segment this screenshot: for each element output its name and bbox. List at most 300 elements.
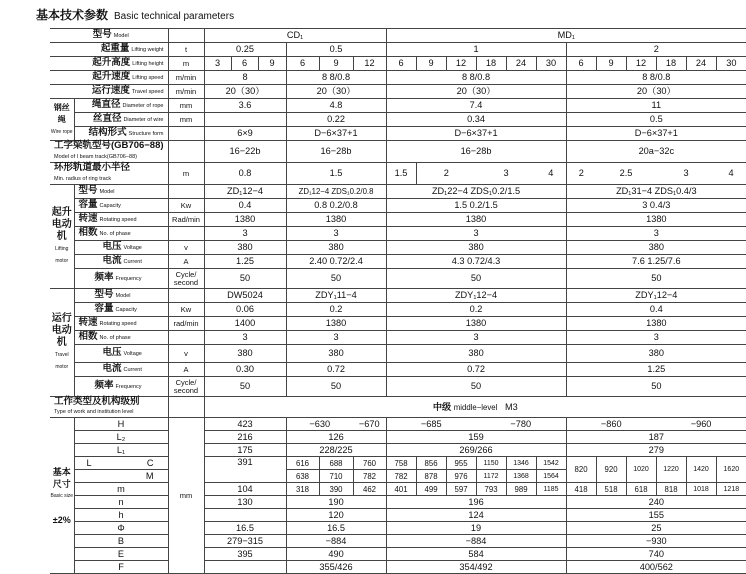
cell-travel_motor-phase-vals-0: 3 xyxy=(204,331,286,345)
cell-dims-E-vals-1: 490 xyxy=(286,548,386,561)
cell-dims-LM-vals-8: 1564 xyxy=(536,470,566,483)
cell-dims-m-vals-4: 401 xyxy=(386,483,416,496)
dim-F-row xyxy=(50,561,746,574)
cell-units-mm: mm xyxy=(168,113,204,127)
cd1-header: CD₁ xyxy=(204,29,386,43)
cell-dims-m-vals-0: 104 xyxy=(204,483,286,496)
cell-travel_motor-voltage-vals-3: 380 xyxy=(566,345,746,363)
cell-lift_motor-speed-en: Rotating speed xyxy=(99,217,137,223)
cell-dims-LC-vals-3: 760 xyxy=(353,457,386,470)
cell-rows-travel-cn: 运行速度 xyxy=(91,85,130,96)
cell-dims-E-vals-0: 395 xyxy=(204,548,286,561)
table-cell xyxy=(74,241,168,255)
cell-rows-speed-vals-2: 8 8/0.8 xyxy=(386,71,566,85)
cell-rows-rope_d-vals-1: 4.8 xyxy=(286,99,386,113)
travel-motor-frequency-row xyxy=(50,377,746,397)
cell-rows-height-vals-17: 30 xyxy=(716,57,746,71)
lift-motor-current-row xyxy=(50,255,746,269)
cell-rows-struct-vals-0: 6×9 xyxy=(204,127,286,141)
cell-dims-h-vals-2: 124 xyxy=(386,509,566,522)
cell-dims-L2-lab: L₂ xyxy=(74,431,168,444)
cell-rows-radius-vals-1: 1.5 xyxy=(286,163,386,185)
cell-dims-F-vals-0 xyxy=(204,561,286,574)
cell-rows-height-vals-11: 30 xyxy=(536,57,566,71)
cell-travel_motor-phase-en: No. of phase xyxy=(99,335,131,341)
cell-dims-B-lab: B xyxy=(74,535,168,548)
cell-dims-LC-vals-7: 1150 xyxy=(476,457,506,470)
cell-travel_motor-capacity-vals-2: 0.2 xyxy=(386,303,566,317)
travel-motor-capacity-row xyxy=(50,303,746,317)
table-cell xyxy=(74,185,168,199)
md1-header: MD₁ xyxy=(386,29,746,43)
cell-travel_motor-capacity-vals-1: 0.2 xyxy=(286,303,386,317)
cell-rows-wire_d-cn: 丝直径 xyxy=(92,113,122,124)
cell-dims-phi-lab: Φ xyxy=(74,522,168,535)
cell-units-radmin: Rad/min xyxy=(168,213,204,227)
cell-lift_motor-current-vals-3: 7.6 1.25/7.6 xyxy=(566,255,746,269)
cell-dims-m-vals-13: 818 xyxy=(656,483,686,496)
cell-rows-struct-vals-2: D−6×37+1 xyxy=(386,127,566,141)
cell-header-model_en: Model xyxy=(113,33,129,39)
cell-rows-speed-vals-0: 8 xyxy=(204,71,286,85)
lifting-weight-row xyxy=(50,43,746,57)
table-cell xyxy=(50,71,168,85)
cell-dims-L2-vals-2: 159 xyxy=(386,431,566,444)
cell-lift_motor-capacity-vals-3: 3 0.4/3 xyxy=(566,199,746,213)
table-cell xyxy=(74,199,168,213)
cell-rows-travel-vals-3: 20（30） xyxy=(566,85,746,99)
dim-L1-row xyxy=(50,444,746,457)
cell-rows-struct-vals-1: D−6×37+1 xyxy=(286,127,386,141)
cell-travel_motor-group_cn: 运行电动机 xyxy=(51,312,72,348)
cell-lift_motor-freq-vals-3: 50 xyxy=(566,269,746,289)
cell-dims-m-vals-14: 1018 xyxy=(686,483,716,496)
cell-dims-h-vals-1: 120 xyxy=(286,509,386,522)
cell-dims-LC-vals-9: 1542 xyxy=(536,457,566,470)
cell-dims-LC-vals-1: 616 xyxy=(286,457,319,470)
cell-units-nounit xyxy=(168,185,204,199)
lift-motor-phase-row xyxy=(50,227,746,241)
cell-rows-wire_d-en: Diameter of wire xyxy=(123,117,164,123)
cell-lift_motor-freq-vals-1: 50 xyxy=(286,269,386,289)
cell-rows-height-vals-7: 9 xyxy=(416,57,446,71)
cell-lift_motor-capacity-vals-1: 0.8 0.2/0.8 xyxy=(286,199,386,213)
cell-rows-speed-vals-3: 8 8/0.8 xyxy=(566,71,746,85)
cell-travel_motor-freq-en: Frequency xyxy=(115,384,142,390)
cell-rows-struct-cn: 结构形式 xyxy=(88,127,127,138)
cell-units-nounit xyxy=(168,127,204,141)
table-cell xyxy=(50,43,168,57)
cell-lift_motor-phase-vals-0: 3 xyxy=(204,227,286,241)
cell-lift_motor-model-cn: 型号 xyxy=(78,185,98,196)
table-cell xyxy=(74,99,168,113)
cell-dims-L_md1-3: 1220 xyxy=(656,457,686,483)
table-cell xyxy=(50,418,74,574)
cell-rows-rope_d-vals-0: 3.6 xyxy=(204,99,286,113)
cell-units-kw: Kw xyxy=(168,199,204,213)
cell-rows-travel-vals-0: 20（30） xyxy=(204,85,286,99)
cell-dims-H-vals-3: −685 xyxy=(386,418,476,431)
cell-dims-phi-vals-1: 16.5 xyxy=(286,522,386,535)
cell-dims-m-vals-8: 989 xyxy=(506,483,536,496)
cell-units-cycle: Cycle/ second xyxy=(168,377,204,397)
cell-rows-height-vals-16: 24 xyxy=(686,57,716,71)
cell-dims-H-vals-5: −860 xyxy=(566,418,656,431)
cell-dims-LM-vals-7: 1368 xyxy=(506,470,536,483)
cell-lift_motor-voltage-cn: 电压 xyxy=(102,241,122,252)
cell-travel_motor-voltage-cn: 电压 xyxy=(102,347,122,358)
cell-units-a: A xyxy=(168,255,204,269)
cell-rows-height-vals-15: 18 xyxy=(656,57,686,71)
cell-dims-L1-vals-1: 228/225 xyxy=(286,444,386,457)
table-cell xyxy=(50,289,74,397)
cell-units-nounit xyxy=(168,141,204,163)
cell-lift_motor-freq-vals-2: 50 xyxy=(386,269,566,289)
cell-units-v: v xyxy=(168,241,204,255)
cell-travel_motor-speed-cn: 转速 xyxy=(78,317,98,328)
cell-rows-height-vals-12: 6 xyxy=(566,57,596,71)
cell-lift_motor-phase-vals-1: 3 xyxy=(286,227,386,241)
cell-units-cycle: Cycle/ second xyxy=(168,269,204,289)
cell-dims-LM-vals-3: 782 xyxy=(386,470,416,483)
cell-travel_motor-model-en: Model xyxy=(115,293,131,299)
cell-dims-h-lab: h xyxy=(74,509,168,522)
cell-rows-beam-vals-1: 16−28b xyxy=(286,141,386,163)
cell-rows-wire_d-vals-1: 0.22 xyxy=(286,113,386,127)
cell-lift_motor-model-vals-1: ZD₁12−4 ZDS₁0.2/0.8 xyxy=(286,185,386,199)
cell-lift_motor-capacity-vals-0: 0.4 xyxy=(204,199,286,213)
cell-units-mmin: m/min xyxy=(168,71,204,85)
cell-units-mm: mm xyxy=(168,99,204,113)
cell-rows-travel-vals-1: 20（30） xyxy=(286,85,386,99)
cell-travel_motor-model-vals-0: DW5024 xyxy=(204,289,286,303)
cell-travel_motor-current-en: Current xyxy=(123,367,142,373)
cell-rows-beam-vals-3: 20a−32c xyxy=(566,141,746,163)
cell-rows-rope_d-en: Diameter of rope xyxy=(122,103,164,109)
travel-speed-row xyxy=(50,85,746,99)
cell-dims-LC-lab: C xyxy=(146,457,154,468)
cell-lift_motor-current-en: Current xyxy=(123,259,142,265)
lift-motor-voltage-row xyxy=(50,241,746,255)
cell-dims-F-lab: F xyxy=(74,561,168,574)
cell-dims-n-vals-3: 240 xyxy=(566,496,746,509)
cell-travel_motor-voltage-en: Voltage xyxy=(123,351,142,357)
cell-rows-speed-vals-1: 8 8/0.8 xyxy=(286,71,386,85)
cell-dims-m-vals-11: 518 xyxy=(596,483,626,496)
table-cell xyxy=(50,397,168,418)
cell-rows-struct-vals-3: D−6×37+1 xyxy=(566,127,746,141)
cell-rows-travel-en: Travel speed xyxy=(131,89,164,95)
cell-rows-height-vals-13: 9 xyxy=(596,57,626,71)
cell-rows-struct-en: Structure form xyxy=(128,131,164,137)
cell-lift_motor-speed-vals-1: 1380 xyxy=(286,213,386,227)
cell-travel_motor-speed-en: Rotating speed xyxy=(99,321,137,327)
cell-dims-H-vals-0: 423 xyxy=(204,418,286,431)
cell-dims-B-vals-1: −884 xyxy=(286,535,386,548)
cell-units-t: t xyxy=(168,43,204,57)
cell-dims-H-vals-2: −670 xyxy=(353,418,386,431)
table-cell xyxy=(74,331,168,345)
cell-units-m: m xyxy=(168,57,204,71)
cell-dims-E-vals-3: 740 xyxy=(566,548,746,561)
cell-dims-m-vals-15: 1218 xyxy=(716,483,746,496)
table-cell xyxy=(50,163,168,185)
cell-travel_motor-phase-vals-1: 3 xyxy=(286,331,386,345)
dim-E-row xyxy=(50,548,746,561)
cell-dims-LM-vals-1: 710 xyxy=(319,470,353,483)
cell-rows-radius-vals-7: 2.5 xyxy=(596,163,656,185)
cell-lift_motor-model-vals-0: ZD₁12−4 xyxy=(204,185,286,199)
cell-rows-height-vals-1: 6 xyxy=(231,57,258,71)
dim-h-row xyxy=(50,509,746,522)
cell-lift_motor-voltage-vals-0: 380 xyxy=(204,241,286,255)
cell-rows-speed-en: Lifting speed xyxy=(132,75,164,81)
cell-dims-m-vals-9: 1185 xyxy=(536,483,566,496)
cell-dims-H-vals-1: −630 xyxy=(286,418,353,431)
cell-travel_motor-current-vals-2: 0.72 xyxy=(386,363,566,377)
cell-dims-n-vals-1: 190 xyxy=(286,496,386,509)
table-cell xyxy=(74,113,168,127)
cell-rows-radius-vals-8: 3 xyxy=(656,163,716,185)
cell-lift_motor-freq-cn: 频率 xyxy=(94,272,114,283)
cell-dims-L1-vals-2: 269/266 xyxy=(386,444,566,457)
cell-dims-H-vals-4: −780 xyxy=(476,418,566,431)
table-cell xyxy=(50,185,74,289)
table-cell xyxy=(74,363,168,377)
model-row xyxy=(50,29,746,43)
table-cell xyxy=(50,141,168,163)
cell-travel_motor-capacity-en: Capacity xyxy=(115,307,137,313)
cell-dims-m-vals-7: 793 xyxy=(476,483,506,496)
cell-dims-m-vals-2: 390 xyxy=(319,483,353,496)
cell-dims-L1-lab: L₁ xyxy=(74,444,168,457)
cell-lift_motor-phase-en: No. of phase xyxy=(99,231,131,237)
lifting-height-row xyxy=(50,57,746,71)
cell-travel_motor-current-vals-3: 1.25 xyxy=(566,363,746,377)
cell-travel_motor-current-cn: 电流 xyxy=(102,363,122,374)
cell-lift_motor-capacity-vals-2: 1.5 0.2/1.5 xyxy=(386,199,566,213)
cell-lift_motor-group_en: Lifting motor xyxy=(55,245,69,264)
cell-dims-LC-vals-8: 1346 xyxy=(506,457,536,470)
cell-travel_motor-speed-vals-2: 1380 xyxy=(386,317,566,331)
cell-work_type-val_cn: 中级 xyxy=(432,401,452,412)
cell-dims-m-vals-1: 318 xyxy=(286,483,319,496)
cell-rows-radius-en: Min. radius of ring track xyxy=(54,176,112,182)
cell-travel_motor-phase-vals-3: 3 xyxy=(566,331,746,345)
dim-n-row xyxy=(50,496,746,509)
cell-travel_motor-model-vals-3: ZDY₁12−4 xyxy=(566,289,746,303)
cell-dims-LM-vals-2: 782 xyxy=(353,470,386,483)
cell-rows-height-vals-3: 6 xyxy=(286,57,319,71)
cell-travel_motor-capacity-vals-3: 0.4 xyxy=(566,303,746,317)
cell-units-radmin2: rad/min xyxy=(168,317,204,331)
cell-rows-weight-vals-3: 2 xyxy=(566,43,746,57)
work-type-value xyxy=(204,397,746,418)
cell-lift_motor-phase-cn: 相数 xyxy=(78,227,98,238)
cell-travel_motor-capacity-vals-0: 0.06 xyxy=(204,303,286,317)
cell-dims-phi-vals-0: 16.5 xyxy=(204,522,286,535)
cell-dims-LC-vals-5: 856 xyxy=(416,457,446,470)
cell-travel_motor-freq-vals-1: 50 xyxy=(286,377,386,397)
cell-dims-L1-vals-0: 175 xyxy=(204,444,286,457)
beam-track-row xyxy=(50,141,746,163)
cell-dims-n-vals-2: 196 xyxy=(386,496,566,509)
cell-travel_motor-speed-vals-3: 1380 xyxy=(566,317,746,331)
table-cell xyxy=(74,127,168,141)
table-cell xyxy=(50,29,168,43)
cell-units-v: v xyxy=(168,345,204,363)
cell-dims-L_md1-2: 1020 xyxy=(626,457,656,483)
cell-work_type-val_en: middle−level xyxy=(453,402,498,412)
cell-travel_motor-speed-vals-1: 1380 xyxy=(286,317,386,331)
table-cell xyxy=(74,457,168,470)
cell-rows-wire_d-vals-2: 0.34 xyxy=(386,113,566,127)
cell-units-mmin: m/min xyxy=(168,85,204,99)
cell-rows-travel-vals-2: 20（30） xyxy=(386,85,566,99)
cell-rows-height-en: Lifting height xyxy=(132,61,164,67)
cell-work_type-val_cls: M3 xyxy=(505,401,518,412)
cell-travel_motor-phase-cn: 相数 xyxy=(78,331,98,342)
cell-dims-L_md1-5: 1620 xyxy=(716,457,746,483)
table-cell xyxy=(74,317,168,331)
cell-lift_motor-speed-cn: 转速 xyxy=(78,213,98,224)
cell-rows-rope_d-cn: 绳直径 xyxy=(92,99,121,110)
cell-rows-radius-vals-5: 4 xyxy=(536,163,566,185)
cell-units-nounit xyxy=(168,227,204,241)
cell-lift_motor-model-en: Model xyxy=(99,189,115,195)
cell-rows-height-vals-4: 9 xyxy=(319,57,353,71)
cell-dims-L_md1-1: 920 xyxy=(596,457,626,483)
cell-dims-LM-vals-0: 638 xyxy=(286,470,319,483)
cell-lift_motor-freq-vals-0: 50 xyxy=(204,269,286,289)
cell-dims-n-vals-0: 130 xyxy=(204,496,286,509)
cell-header-model_cn: 型号 xyxy=(92,29,112,40)
cell-travel_motor-voltage-vals-1: 380 xyxy=(286,345,386,363)
table-cell xyxy=(50,85,168,99)
cell-travel_motor-speed-vals-0: 1400 xyxy=(204,317,286,331)
cell-dims-LM-vals-4: 878 xyxy=(416,470,446,483)
cell-dims-B-vals-0: 279−315 xyxy=(204,535,286,548)
cell-lift_motor-capacity-en: Capacity xyxy=(99,203,121,209)
cell-units-nounit xyxy=(168,331,204,345)
table-cell: 钢丝绳 Wire rope xyxy=(50,99,74,141)
cell-travel_motor-freq-cn: 频率 xyxy=(94,380,114,391)
dim-L2-row xyxy=(50,431,746,444)
cell-travel_motor-freq-vals-2: 50 xyxy=(386,377,566,397)
table-cell xyxy=(50,57,168,71)
cell-dims-m-vals-12: 618 xyxy=(626,483,656,496)
lift-motor-model-row xyxy=(50,185,746,199)
cell-travel_motor-model-cn: 型号 xyxy=(94,289,114,300)
cell-dims-n-lab: n xyxy=(74,496,168,509)
cell-dims-h-vals-0 xyxy=(204,509,286,522)
cell-lift_motor-phase-vals-3: 3 xyxy=(566,227,746,241)
cell-units-nounit xyxy=(168,289,204,303)
cell-dims-LM-vals-6: 1172 xyxy=(476,470,506,483)
travel-motor-model-row xyxy=(50,289,746,303)
table-cell xyxy=(74,213,168,227)
cell-lift_motor-current-vals-1: 2.40 0.72/2.4 xyxy=(286,255,386,269)
dim-LC-row xyxy=(50,457,746,470)
cell-dims-m-vals-10: 418 xyxy=(566,483,596,496)
cell-travel_motor-current-vals-1: 0.72 xyxy=(286,363,386,377)
structure-form-row xyxy=(50,127,746,141)
cell-rows-height-vals-8: 12 xyxy=(446,57,476,71)
cell-dims-tol: ±2% xyxy=(52,514,71,525)
cell-travel_motor-phase-vals-2: 3 xyxy=(386,331,566,345)
cell-rows-height-vals-5: 12 xyxy=(353,57,386,71)
cell-units-kw: Kw xyxy=(168,303,204,317)
cell-dims-LC-vals-2: 688 xyxy=(319,457,353,470)
cell-dims-H-lab: H xyxy=(74,418,168,431)
cell-rows-wire_d-vals-0 xyxy=(204,113,286,127)
cell-lift_motor-speed-vals-2: 1380 xyxy=(386,213,566,227)
cell-dims-LC-vals-0: 391 xyxy=(204,457,286,483)
cell-rows-height-vals-2: 9 xyxy=(258,57,286,71)
ring-radius-row xyxy=(50,163,746,185)
cell-rows-speed-cn: 起升速度 xyxy=(92,71,131,82)
cell-work_type-en: Type of work and institution level xyxy=(54,409,134,415)
cell-lift_motor-voltage-en: Voltage xyxy=(123,245,142,251)
cell-lift_motor-model-vals-3: ZD₁31−4 ZDS₁0.4/3 xyxy=(566,185,746,199)
cell-units-m: m xyxy=(168,163,204,185)
cell-dims-group_cn: 基本尺寸 xyxy=(52,466,71,489)
cell-rows-rope_d-vals-3: 11 xyxy=(566,99,746,113)
cell-travel_motor-voltage-vals-0: 380 xyxy=(204,345,286,363)
dim-phi-row xyxy=(50,522,746,535)
wire-diameter-row xyxy=(50,113,746,127)
cell-dims-L_lab: L xyxy=(86,457,92,468)
cell-dims-F-vals-3: 400/562 xyxy=(566,561,746,574)
table-cell xyxy=(74,377,168,397)
cell-dims-E-lab: E xyxy=(74,548,168,561)
cell-rows-radius-vals-4: 3 xyxy=(476,163,536,185)
lift-motor-speed-row xyxy=(50,213,746,227)
cell-rows-radius-vals-9: 4 xyxy=(716,163,746,185)
cell-dims-H-vals-6: −960 xyxy=(656,418,746,431)
cell-dims-phi-vals-2: 19 xyxy=(386,522,566,535)
cell-dims-B-vals-2: −884 xyxy=(386,535,566,548)
title-cn: 基本技术参数 xyxy=(36,8,109,22)
cell-dims-L2-vals-1: 126 xyxy=(286,431,386,444)
table-cell xyxy=(74,345,168,363)
cell-rows-weight-vals-2: 1 xyxy=(386,43,566,57)
table-cell xyxy=(74,303,168,317)
cell-rows-height-vals-9: 18 xyxy=(476,57,506,71)
cell-lift_motor-phase-vals-2: 3 xyxy=(386,227,566,241)
lift-motor-frequency-row xyxy=(50,269,746,289)
cell-dims-E-vals-2: 584 xyxy=(386,548,566,561)
cell-dims-L2-vals-3: 187 xyxy=(566,431,746,444)
cell-lift_motor-capacity-cn: 容量 xyxy=(78,199,98,210)
cell-dims-L1-vals-3: 279 xyxy=(566,444,746,457)
cell-rows-radius-cn: 环形轨道最小半径 xyxy=(54,162,131,173)
work-type-row xyxy=(50,397,746,418)
dim-H-row xyxy=(50,418,746,431)
cell-dims-L_md1-4: 1420 xyxy=(686,457,716,483)
cell-rows-height-cn: 起升高度 xyxy=(92,57,131,68)
cell-dims-m-lab: m xyxy=(74,483,168,496)
table-cell xyxy=(74,269,168,289)
cell-dims-LC-vals-4: 758 xyxy=(386,457,416,470)
cell-rows-rope_d-vals-2: 7.4 xyxy=(386,99,566,113)
cell-dims-phi-vals-3: 25 xyxy=(566,522,746,535)
cell-travel_motor-group_en: Travel motor xyxy=(54,351,69,370)
cell-dims-h-vals-3: 155 xyxy=(566,509,746,522)
cell-lift_motor-group_cn: 起升电动机 xyxy=(51,206,72,242)
cell-lift_motor-current-vals-2: 4.3 0.72/4.3 xyxy=(386,255,566,269)
rope-diameter-row xyxy=(50,99,746,113)
